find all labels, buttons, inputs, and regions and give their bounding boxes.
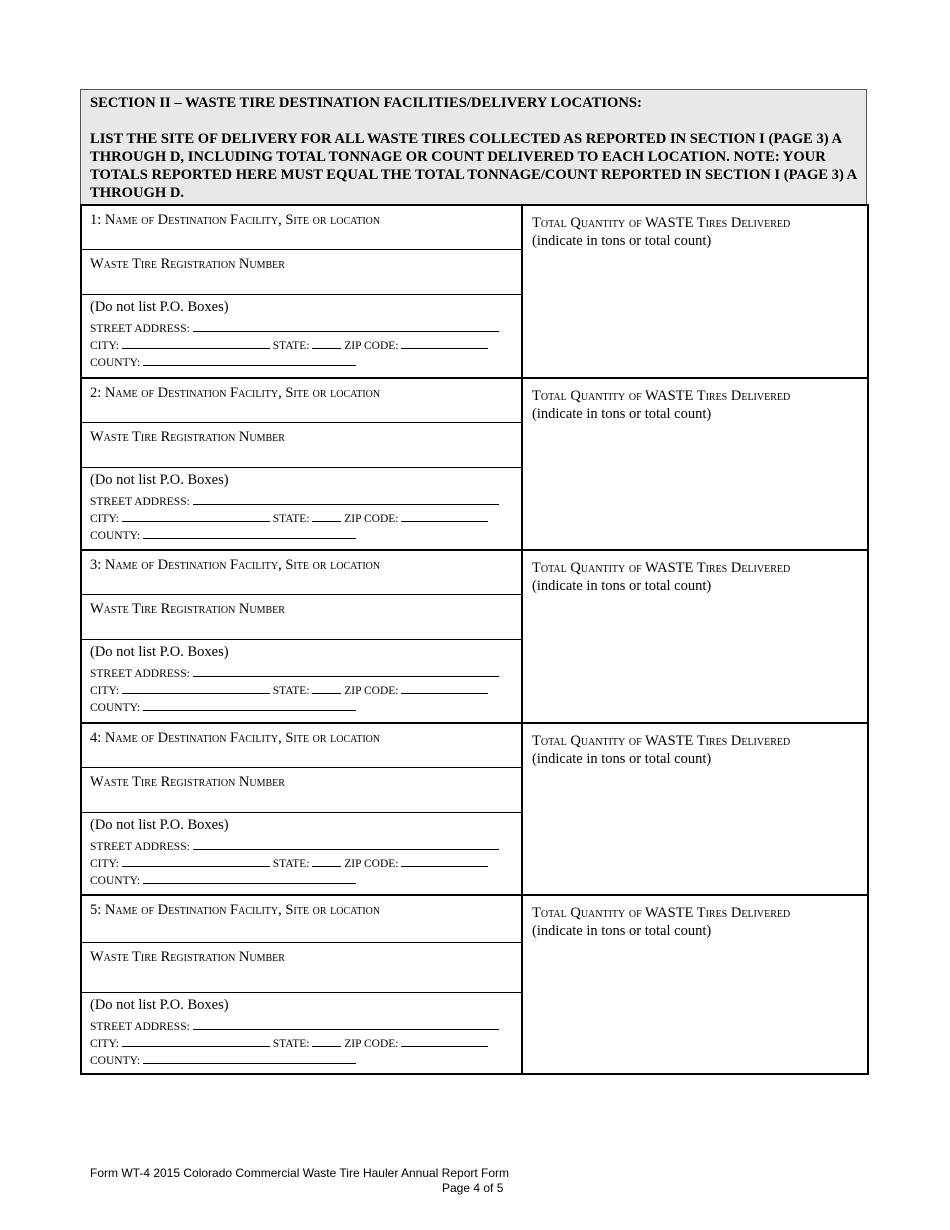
- county-label: COUNTY:: [90, 530, 141, 542]
- city-state-zip-row: [90, 856, 488, 871]
- city-input-line[interactable]: [122, 338, 270, 349]
- county-input-line[interactable]: [143, 1053, 356, 1064]
- zip-label: ZIP CODE:: [344, 340, 399, 352]
- street-label: STREET ADDRESS:: [90, 1021, 190, 1033]
- county-label: COUNTY:: [90, 875, 141, 887]
- county-input-line[interactable]: [143, 528, 356, 539]
- street-label: STREET ADDRESS:: [90, 668, 190, 680]
- facility-name-label: Name of Destination Facility, Site or location: [104, 212, 381, 228]
- po-box-note: (Do not list P.O. Boxes): [90, 817, 229, 833]
- state-input-line[interactable]: [312, 338, 341, 349]
- state-label: STATE:: [272, 513, 310, 525]
- zip-label: ZIP CODE:: [344, 685, 399, 697]
- facility-name-field[interactable]: [82, 379, 523, 423]
- location-number: 3:: [90, 557, 102, 573]
- location-number: 4:: [90, 730, 102, 746]
- county-field[interactable]: [90, 528, 356, 543]
- county-input-line[interactable]: [143, 873, 356, 884]
- quantity-label: Total Quantity of WASTE Tires Delivered: [532, 215, 791, 231]
- county-input-line[interactable]: [143, 700, 356, 711]
- address-section: [82, 295, 523, 316]
- zip-label: ZIP CODE:: [344, 858, 399, 870]
- location-block: [80, 722, 869, 894]
- registration-label: Waste Tire Registration Number: [90, 949, 285, 965]
- street-input-line[interactable]: [193, 1019, 499, 1030]
- street-address-field[interactable]: [90, 1019, 499, 1034]
- city-state-zip-row: [90, 511, 488, 526]
- quantity-field[interactable]: [532, 904, 862, 940]
- registration-number-field[interactable]: [82, 423, 523, 468]
- city-input-line[interactable]: [122, 511, 270, 522]
- zip-label: ZIP CODE:: [344, 513, 399, 525]
- street-label: STREET ADDRESS:: [90, 841, 190, 853]
- facility-name-field[interactable]: [82, 896, 523, 943]
- county-input-line[interactable]: [143, 355, 356, 366]
- location-details: [82, 379, 523, 549]
- state-input-line[interactable]: [312, 511, 341, 522]
- quantity-hint: (indicate in tons or total count): [532, 233, 712, 249]
- state-input-line[interactable]: [312, 683, 341, 694]
- location-details: [82, 206, 523, 377]
- quantity-label: Total Quantity of WASTE Tires Delivered: [532, 388, 791, 404]
- city-state-zip-row: [90, 338, 488, 353]
- street-input-line[interactable]: [193, 321, 499, 332]
- registration-number-field[interactable]: [82, 250, 523, 295]
- section-instructions: LIST THE SITE OF DELIVERY FOR ALL WASTE TIRES COLLECTED AS REPORTED IN SECTION I (PAGE 3) A THROUGH D, INCLUDING TOTAL TONNAGE OR COUNT DELIVERED TO EACH LOCATION. NOTE: YOUR TOTALS REPORTED HERE MUST EQUAL THE TOTAL TONNAGE/COUNT REPORTED IN SECTION I (PAGE 3) A THROUGH D.: [90, 131, 857, 201]
- location-block: [80, 204, 869, 377]
- state-input-line[interactable]: [312, 856, 341, 867]
- location-block: [80, 377, 869, 549]
- quantity-field[interactable]: [532, 732, 862, 768]
- city-label: CITY:: [90, 340, 119, 352]
- facility-name-field[interactable]: [82, 724, 523, 768]
- footer-form-title: Form WT-4 2015 Colorado Commercial Waste Tire Hauler Annual Report Form: [90, 1166, 510, 1180]
- city-state-zip-row: [90, 683, 488, 698]
- state-label: STATE:: [272, 685, 310, 697]
- section-title: SECTION II – WASTE TIRE DESTINATION FACILITIES/DELIVERY LOCATIONS:: [90, 95, 642, 111]
- street-address-field[interactable]: [90, 494, 499, 509]
- po-box-note: (Do not list P.O. Boxes): [90, 644, 229, 660]
- quantity-hint: (indicate in tons or total count): [532, 923, 712, 939]
- address-section: [82, 468, 523, 489]
- page-footer: [90, 1166, 509, 1196]
- facility-name-field[interactable]: [82, 206, 523, 250]
- quantity-field[interactable]: [532, 214, 862, 250]
- city-input-line[interactable]: [122, 683, 270, 694]
- zip-input-line[interactable]: [401, 338, 488, 349]
- street-address-field[interactable]: [90, 666, 499, 681]
- location-number: 1:: [90, 212, 102, 228]
- zip-label: ZIP CODE:: [344, 1038, 399, 1050]
- county-label: COUNTY:: [90, 702, 141, 714]
- city-label: CITY:: [90, 685, 119, 697]
- quantity-field[interactable]: [532, 559, 862, 595]
- registration-number-field[interactable]: [82, 768, 523, 813]
- quantity-label: Total Quantity of WASTE Tires Delivered: [532, 733, 791, 749]
- city-state-zip-row: [90, 1036, 488, 1051]
- county-field[interactable]: [90, 873, 356, 888]
- state-input-line[interactable]: [312, 1036, 341, 1047]
- quantity-field[interactable]: [532, 387, 862, 423]
- zip-input-line[interactable]: [401, 683, 488, 694]
- city-label: CITY:: [90, 858, 119, 870]
- street-label: STREET ADDRESS:: [90, 496, 190, 508]
- zip-input-line[interactable]: [401, 511, 488, 522]
- location-block: [80, 894, 869, 1075]
- po-box-note: (Do not list P.O. Boxes): [90, 472, 229, 488]
- street-address-field[interactable]: [90, 321, 499, 336]
- location-details: [82, 551, 523, 722]
- po-box-note: (Do not list P.O. Boxes): [90, 299, 229, 315]
- address-section: [82, 640, 523, 661]
- facility-name-field[interactable]: [82, 551, 523, 595]
- po-box-note: (Do not list P.O. Boxes): [90, 997, 229, 1013]
- state-label: STATE:: [272, 1038, 310, 1050]
- quantity-hint: (indicate in tons or total count): [532, 406, 712, 422]
- street-input-line[interactable]: [193, 494, 499, 505]
- state-label: STATE:: [272, 858, 310, 870]
- quantity-hint: (indicate in tons or total count): [532, 578, 712, 594]
- street-address-field[interactable]: [90, 839, 499, 854]
- registration-label: Waste Tire Registration Number: [90, 774, 285, 790]
- street-label: STREET ADDRESS:: [90, 323, 190, 335]
- county-label: COUNTY:: [90, 1055, 141, 1067]
- location-details: [82, 896, 523, 1073]
- facility-name-label: Name of Destination Facility, Site or location: [104, 557, 381, 573]
- quantity-label: Total Quantity of WASTE Tires Delivered: [532, 905, 791, 921]
- city-label: CITY:: [90, 1038, 119, 1050]
- registration-label: Waste Tire Registration Number: [90, 256, 285, 272]
- footer-page-number: Page 4 of 5: [442, 1181, 504, 1195]
- location-number: 5:: [90, 902, 102, 918]
- county-field[interactable]: [90, 355, 356, 370]
- facility-name-label: Name of Destination Facility, Site or location: [104, 730, 381, 746]
- location-details: [82, 724, 523, 894]
- facility-name-label: Name of Destination Facility, Site or location: [104, 902, 381, 918]
- quantity-hint: (indicate in tons or total count): [532, 751, 712, 767]
- zip-input-line[interactable]: [401, 856, 488, 867]
- county-field[interactable]: [90, 1053, 356, 1068]
- city-input-line[interactable]: [122, 856, 270, 867]
- city-label: CITY:: [90, 513, 119, 525]
- county-field[interactable]: [90, 700, 356, 715]
- registration-number-field[interactable]: [82, 943, 523, 993]
- registration-label: Waste Tire Registration Number: [90, 429, 285, 445]
- facility-name-label: Name of Destination Facility, Site or location: [104, 385, 381, 401]
- street-input-line[interactable]: [193, 839, 499, 850]
- section-header: [80, 89, 867, 204]
- street-input-line[interactable]: [193, 666, 499, 677]
- address-section: [82, 993, 523, 1014]
- location-block: [80, 549, 869, 722]
- registration-label: Waste Tire Registration Number: [90, 601, 285, 617]
- quantity-label: Total Quantity of WASTE Tires Delivered: [532, 560, 791, 576]
- registration-number-field[interactable]: [82, 595, 523, 640]
- state-label: STATE:: [272, 340, 310, 352]
- zip-input-line[interactable]: [401, 1036, 488, 1047]
- location-number: 2:: [90, 385, 102, 401]
- city-input-line[interactable]: [122, 1036, 270, 1047]
- county-label: COUNTY:: [90, 357, 141, 369]
- address-section: [82, 813, 523, 834]
